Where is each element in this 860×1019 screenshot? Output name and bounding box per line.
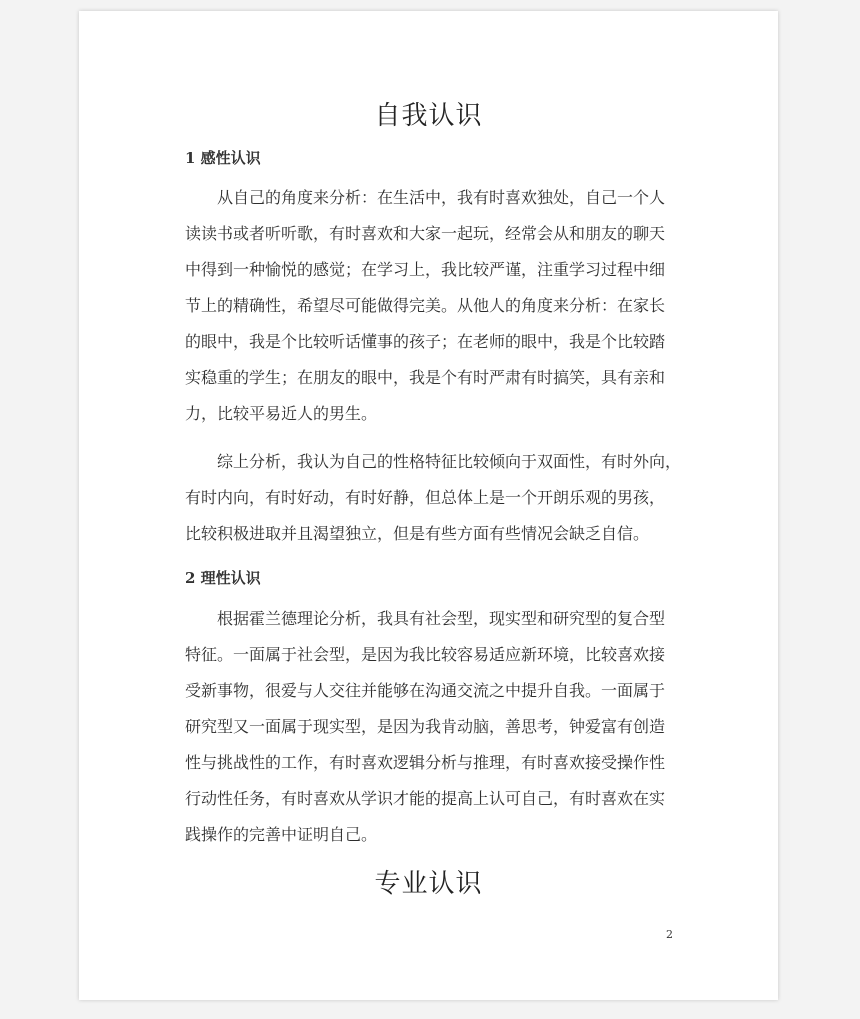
section-heading-rational: 2 理性认识 [185,569,261,587]
text-line: 行动性任务，有时喜欢从学识才能的提高上认可自己，有时喜欢在实 [185,789,666,808]
text-line: 综上分析，我认为自己的性格特征比较倾向于双面性，有时外向， [185,452,682,471]
text-line: 研究型又一面属于现实型，是因为我肯动脑，善思考，钟爱富有创造 [185,717,666,736]
text-line: 受新事物，很爱与人交往并能够在沟通交流之中提升自我。一面属于 [185,681,666,700]
text-line: 特征。一面属于社会型，是因为我比较容易适应新环境，比较喜欢接 [185,645,666,664]
next-section-title: 专业认识 [374,869,483,899]
text-line: 根据霍兰德理论分析，我具有社会型，现实型和研究型的复合型 [185,609,666,628]
text-line: 实稳重的学生；在朋友的眼中，我是个有时严肃有时搞笑，具有亲和 [185,368,666,387]
paragraph [185,601,745,853]
text-line: 的眼中，我是个比较听话懂事的孩子；在老师的眼中，我是个比较踏 [185,332,666,351]
text-line: 性与挑战性的工作，有时喜欢逻辑分析与推理，有时喜欢接受操作性 [185,753,666,772]
text-line: 从自己的角度来分析：在生活中，我有时喜欢独处，自己一个人 [185,188,666,207]
paragraph [185,180,745,432]
text-line: 比较积极进取并且渴望独立，但是有些方面有些情况会缺乏自信。 [185,524,650,543]
text-line: 有时内向，有时好动，有时好静，但总体上是一个开朗乐观的男孩， [185,488,666,507]
text-line: 中得到一种愉悦的感觉；在学习上，我比较严谨，注重学习过程中细 [185,260,666,279]
page-number: 2 [666,928,673,941]
text-line: 力，比较平易近人的男生。 [185,404,378,423]
paragraph [185,444,745,552]
text-line: 读读书或者听听歌，有时喜欢和大家一起玩，经常会从和朋友的聊天 [185,224,666,243]
section-heading-emotional: 1 感性认识 [185,149,261,167]
text-line: 践操作的完善中证明自己。 [185,825,378,844]
document-page [79,11,778,1000]
text-line: 节上的精确性，希望尽可能做得完美。从他人的角度来分析：在家长 [185,296,666,315]
page-title: 自我认识 [374,101,483,131]
